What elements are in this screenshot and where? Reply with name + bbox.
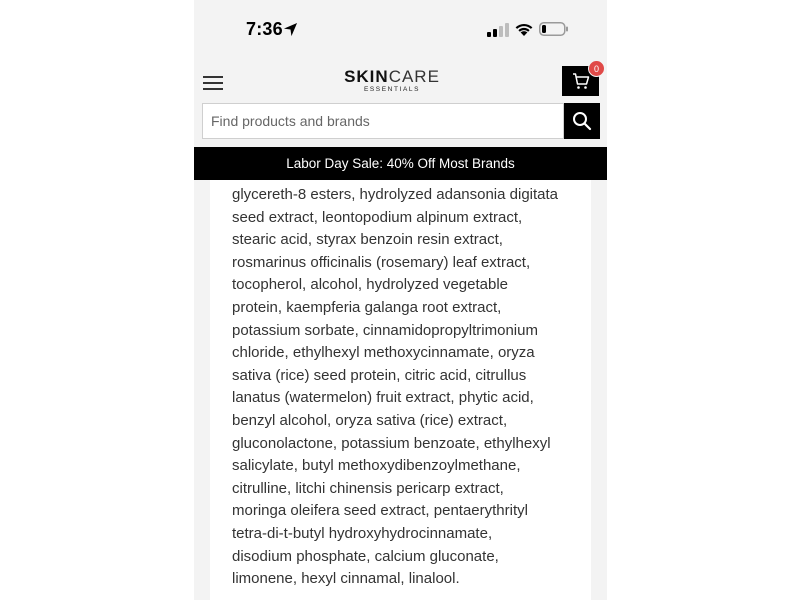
search-bar	[202, 103, 600, 139]
ingredients-line: seed extract, leontopodium alpinum extract,	[232, 208, 523, 226]
ingredients-line: gluconolactone, potassium benzoate, ethylhexyl	[232, 434, 551, 452]
ingredients-line: salicylate, butyl methoxydibenzoylmethane,	[232, 457, 521, 475]
ingredients-line: benzyl alcohol, oryza sativa (rice) extract,	[232, 411, 508, 429]
search-icon	[564, 103, 600, 139]
ingredients-line: tocopherol, alcohol, hydrolyzed vegetable	[232, 276, 509, 294]
cellular-signal-icon	[487, 23, 509, 37]
wifi-icon	[514, 21, 534, 37]
ingredients-panel	[210, 180, 591, 600]
ingredients-line: sativa (rice) seed protein, citric acid, citrullus	[232, 366, 527, 384]
logo-wordmark: SKINCARE	[344, 67, 440, 86]
status-bar	[194, 0, 607, 60]
ingredients-line: stearic acid, styrax benzoin resin extract,	[232, 231, 503, 249]
site-header	[194, 60, 607, 102]
location-arrow-icon	[283, 22, 298, 37]
search-button[interactable]	[564, 103, 600, 139]
ingredients-line: limonene, hexyl cinnamal, linalool.	[232, 570, 460, 588]
ingredients-line: rosmarinus officinalis (rosemary) leaf extract,	[232, 253, 531, 271]
status-time: 7:36	[246, 19, 283, 39]
ingredients-text	[232, 184, 577, 591]
ingredients-line: chloride, ethylhexyl methoxycinnamate, oryza	[232, 344, 535, 362]
ingredients-line: glycereth-8 esters, hydrolyzed adansonia digitata	[232, 186, 559, 203]
logo-subtitle: ESSENTIALS	[363, 86, 421, 93]
search-input[interactable]	[202, 103, 564, 139]
ingredients-line: lanatus (watermelon) fruit extract, phytic acid,	[232, 389, 534, 407]
ingredients-line: moringa oleifera seed extract, pentaerythrityl	[232, 502, 528, 520]
ingredients-line: citrulline, litchi chinensis pericarp extract,	[232, 479, 504, 497]
site-logo[interactable]	[344, 68, 440, 94]
hamburger-menu-icon[interactable]	[203, 76, 223, 92]
battery-icon	[539, 22, 569, 36]
cart-count-badge: 0	[588, 60, 605, 77]
ingredients-line: tetra-di-t-butyl hydroxyhydrocinnamate,	[232, 524, 493, 542]
ingredients-line: potassium sorbate, cinnamidopropyltrimonium	[232, 321, 538, 339]
ingredients-line: disodium phosphate, calcium gluconate,	[232, 547, 499, 565]
phone-screen	[194, 0, 607, 600]
promo-banner[interactable]: Labor Day Sale: 40% Off Most Brands	[194, 147, 607, 180]
ingredients-line: protein, kaempferia galanga root extract,	[232, 298, 502, 316]
